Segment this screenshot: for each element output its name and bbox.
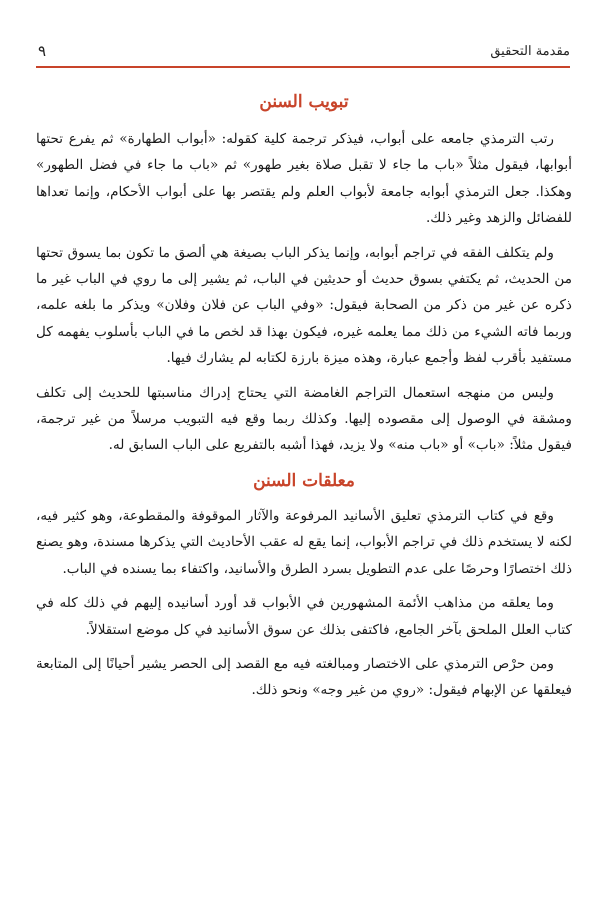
paragraph: ولم يتكلف الفقه في تراجم أبوابه، وإنما يذكر الباب بصيغة هي ألصق ما تكون بما يسوق تحتها من الحديث، ثم يكتفي بسوق حديث أو حديثين في الباب، ثم يشير إلى ما روي في الباب غير ما ذكره عن غير من ذكر من الصحابة فيقول: «وفي الباب عن فلان وفلان» ويذكر ما بلغه علمه، وربما فاته الشيء من ذلك مما يعلمه غيره، فيكون بهذا قد لخص ما في الباب بأسلوب يفهمه كل مستفيد بأقرب لفظ وأجمع عبارة، وهذه ميزة بارزة لكتابه لم يشارك فيها. xyxy=(36,244,572,367)
page-content xyxy=(36,88,572,712)
section-title-tabwib: تبويب السنن xyxy=(259,92,349,112)
page-number: ٩ xyxy=(38,42,47,60)
running-header xyxy=(36,40,570,68)
paragraph: ومن حرْص الترمذي على الاختصار ومبالغته فيه مع القصد إلى الحصر يشير أحيانًا إلى المتابعة فيعلقها عن الإبهام فيقول: «روي من غير وجه» ونحو ذلك. xyxy=(36,655,572,699)
paragraph: وليس من منهجه استعمال التراجم الغامضة التي يحتاج إدراك مناسبتها للحديث إلى تكلف ومشقة في الوصول إلى مقصوده إليها. وكذلك ربما وقع فيه التبويب مرسلاً من غير ترجمة، فيقول مثلاً: «باب» أو «باب منه» ولا يزيد، فهذا أشبه بالتفريع على الباب السابق له. xyxy=(36,384,572,454)
paragraph: وقع في كتاب الترمذي تعليق الأسانيد المرفوعة والآثار الموقوفة والمقطوعة، وهو كثير فيه، لكنه لا يستخدم ذلك في تراجم الأبواب، إنما يقع له عقب الأحاديث التي يذكرها مسندة، وهو يصنع ذلك اختصارًا وحرصًا على عدم التطويل بسرد الطرق والأسانيد، واكتفاء بما يسنده في الباب. xyxy=(36,507,572,577)
paragraph: وما يعلقه من مذاهب الأئمة المشهورين في الأبواب قد أورد أسانيده إليهم في ذلك كله في كتاب العلل الملحق بآخر الجامع، فاكتفى بذلك عن سوق الأسانيد في كل موضع استقلالاً. xyxy=(36,595,572,638)
paragraph: رتب الترمذي جامعه على أبواب، فيذكر ترجمة كلية كقوله: «أبواب الطهارة» ثم يفرع تحتها أبوابها، فيقول مثلاً «باب ما جاء لا تقبل صلاة بغير طهور» ثم «باب ما جاء في فضل الطهور» وهكذا. جعل الترمذي أبوابه جامعة لأبواب العلم ولم يقتصر بها على أبواب الأحكام، وإنما تعداها للفضائل والزهد وغير ذلك. xyxy=(36,131,572,227)
section-title-muallaqat: معلقات السنن xyxy=(253,470,355,491)
running-title: مقدمة التحقيق xyxy=(490,44,570,59)
